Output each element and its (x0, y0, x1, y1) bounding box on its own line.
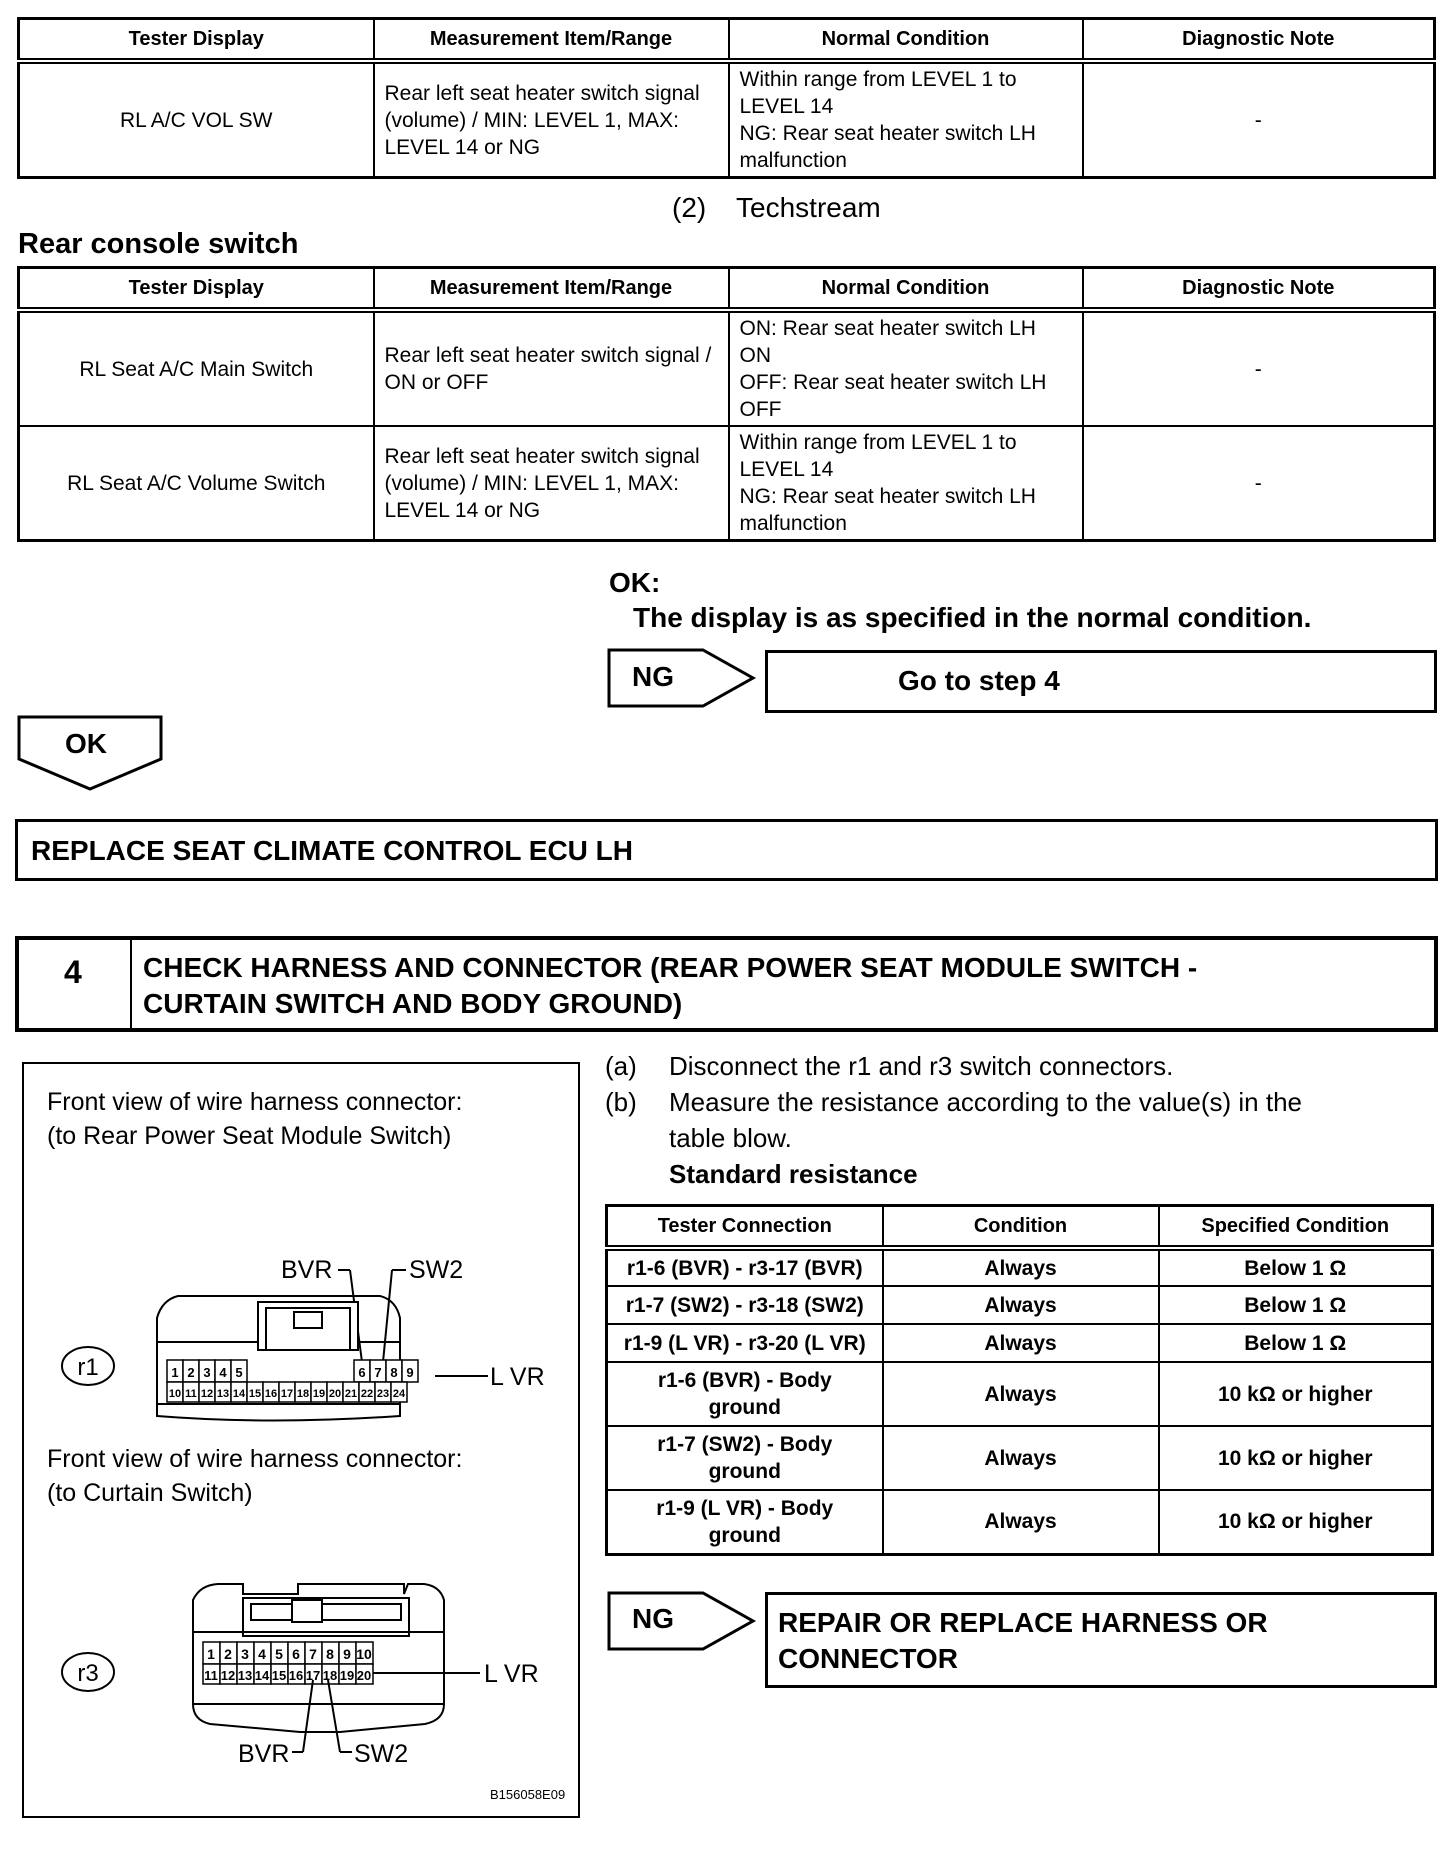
normal-line: Within range from LEVEL 1 to LEVEL 14 (739, 68, 1017, 118)
r3-connector-diagram (40, 1580, 560, 1780)
svg-text:14: 14 (254, 1668, 270, 1683)
svg-text:16: 16 (288, 1668, 304, 1683)
ok-tag-label: OK (65, 728, 107, 759)
step-number: 4 (64, 954, 82, 990)
r3-lvr-label: L VR (484, 1660, 539, 1688)
svg-text:10: 10 (356, 1646, 372, 1662)
table-row (19, 426, 1435, 541)
repair-harness-box[interactable] (765, 1592, 1437, 1688)
step-title-line: CHECK HARNESS AND CONNECTOR (REAR POWER SEAT MODULE SWITCH - (143, 952, 1198, 983)
replace-ecu-box[interactable] (15, 819, 1438, 881)
ng-arrow-tag-2 (607, 1591, 757, 1651)
step-a-text: Disconnect the r1 and r3 switch connectors. (669, 1051, 1174, 1081)
repair-harness-label (778, 1605, 1268, 1677)
tester-table-top (17, 17, 1436, 179)
standard-resistance-table (605, 1204, 1434, 1556)
connection-cell: r1-6 (BVR) - r3-17 (BVR) (607, 1248, 883, 1286)
r1-sw2-label: SW2 (409, 1256, 464, 1284)
tester-display-cell: RL Seat A/C Volume Switch (19, 426, 374, 541)
step-b-label: (b) (605, 1087, 637, 1117)
svg-text:21: 21 (344, 1388, 358, 1400)
ok-label: OK: (609, 567, 661, 598)
table-row (607, 1324, 1433, 1362)
svg-text:13: 13 (216, 1388, 230, 1400)
svg-text:12: 12 (200, 1388, 214, 1400)
rear-console-table (17, 266, 1436, 542)
step-b-text: Measure the resistance according to the value(s) in the (669, 1087, 1303, 1117)
svg-text:8: 8 (326, 1646, 334, 1662)
measurement-cell: Rear left seat heater switch signal / ON or OFF (374, 310, 729, 426)
svg-text:3: 3 (203, 1365, 211, 1380)
svg-text:12: 12 (220, 1668, 236, 1683)
header-diagnostic-note: Diagnostic Note (1083, 268, 1435, 311)
caption-line: Front view of wire harness connector: (47, 1088, 463, 1116)
condition-cell: Always (883, 1248, 1159, 1286)
svg-text:2: 2 (187, 1365, 195, 1380)
header-tester-connection: Tester Connection (607, 1206, 883, 1249)
ok-condition-text: The display is as specified in the normal condition. (633, 602, 1312, 633)
spec-cell: Below 1 Ω (1159, 1286, 1433, 1324)
r3-caption (47, 1442, 462, 1510)
svg-text:1: 1 (207, 1646, 215, 1662)
connection-cell: r1-9 (L VR) - Body ground (607, 1490, 883, 1554)
table-row (607, 1248, 1433, 1286)
r3-bvr-label: BVR (238, 1740, 290, 1768)
svg-text:23: 23 (376, 1388, 390, 1400)
spec-cell: Below 1 Ω (1159, 1248, 1433, 1286)
svg-text:7: 7 (309, 1646, 317, 1662)
svg-text:18: 18 (322, 1668, 338, 1683)
step-divider (130, 940, 132, 1028)
table-row (607, 1286, 1433, 1324)
table-row (607, 1362, 1433, 1426)
normal-line: OFF: Rear seat heater switch LH OFF (739, 371, 1047, 421)
spec-cell: Below 1 Ω (1159, 1324, 1433, 1362)
replace-ecu-label: REPLACE SEAT CLIMATE CONTROL ECU LH (31, 835, 633, 866)
ng-tag-label: NG (632, 661, 674, 692)
diagnostic-note-cell: - (1083, 61, 1435, 178)
condition-cell: Always (883, 1426, 1159, 1490)
rear-console-title: Rear console switch (18, 228, 299, 260)
header-diagnostic-note: Diagnostic Note (1083, 19, 1435, 62)
caption-line: (to Curtain Switch) (47, 1479, 253, 1507)
header-measurement: Measurement Item/Range (374, 268, 729, 311)
r1-label: r1 (77, 1354, 99, 1381)
table-row (19, 310, 1435, 426)
techstream-label: Techstream (736, 192, 881, 223)
normal-condition-cell (729, 310, 1083, 426)
r1-connector-diagram (40, 1250, 560, 1430)
svg-text:1: 1 (171, 1365, 179, 1380)
svg-text:11: 11 (204, 1668, 218, 1683)
svg-text:8: 8 (390, 1365, 398, 1380)
connection-cell: r1-7 (SW2) - r3-18 (SW2) (607, 1286, 883, 1324)
svg-text:22: 22 (360, 1388, 374, 1400)
r1-bvr-label: BVR (281, 1256, 333, 1284)
svg-text:24: 24 (392, 1388, 406, 1400)
svg-text:4: 4 (219, 1365, 227, 1380)
svg-text:3: 3 (241, 1646, 249, 1662)
tester-display-cell: RL A/C VOL SW (19, 61, 374, 178)
header-tester-display: Tester Display (19, 19, 374, 62)
header-tester-display: Tester Display (19, 268, 374, 311)
step-a (605, 1048, 1302, 1084)
connection-cell: r1-9 (L VR) - r3-20 (L VR) (607, 1324, 883, 1362)
measurement-cell: Rear left seat heater switch signal (volume) / MIN: LEVEL 1, MAX: LEVEL 14 or NG (374, 426, 729, 541)
header-condition: Condition (883, 1206, 1159, 1249)
svg-text:16: 16 (264, 1388, 278, 1400)
step-title (143, 950, 1197, 1022)
tester-display-cell: RL Seat A/C Main Switch (19, 310, 374, 426)
svg-text:5: 5 (235, 1365, 243, 1380)
normal-line: NG: Rear seat heater switch LH malfunction (739, 122, 1036, 172)
spec-cell: 10 kΩ or higher (1159, 1490, 1433, 1554)
spec-cell: 10 kΩ or higher (1159, 1362, 1433, 1426)
table-row (19, 61, 1435, 178)
svg-text:7: 7 (374, 1365, 382, 1380)
svg-text:14: 14 (232, 1388, 246, 1400)
techstream-heading (672, 192, 881, 224)
svg-text:19: 19 (312, 1388, 326, 1400)
table-row (607, 1490, 1433, 1554)
procedure-steps (605, 1048, 1302, 1192)
r1-lvr-label: L VR (490, 1363, 545, 1391)
repair-line: CONNECTOR (778, 1643, 958, 1674)
svg-text:9: 9 (343, 1646, 351, 1662)
caption-line: (to Rear Power Seat Module Switch) (47, 1122, 452, 1150)
svg-text:20: 20 (328, 1388, 342, 1400)
normal-condition-cell (729, 61, 1083, 178)
diagnostic-note-cell: - (1083, 426, 1435, 541)
ng-arrow-tag (607, 648, 757, 708)
r3-label: r3 (77, 1660, 99, 1687)
svg-text:5: 5 (275, 1646, 283, 1662)
techstream-num: (2) (672, 192, 707, 223)
normal-condition-cell (729, 426, 1083, 541)
r1-caption (47, 1085, 462, 1153)
svg-text:17: 17 (280, 1388, 294, 1400)
r1-pin-grid (167, 1360, 418, 1402)
condition-cell: Always (883, 1362, 1159, 1426)
svg-text:4: 4 (258, 1646, 266, 1662)
svg-text:20: 20 (356, 1668, 372, 1683)
svg-text:15: 15 (248, 1388, 262, 1400)
header-measurement: Measurement Item/Range (374, 19, 729, 62)
condition-cell: Always (883, 1286, 1159, 1324)
connection-cell: r1-6 (BVR) - Body ground (607, 1362, 883, 1426)
svg-text:19: 19 (339, 1668, 355, 1683)
repair-line: REPAIR OR REPLACE HARNESS OR (778, 1607, 1268, 1638)
figure-id: B156058E09 (490, 1787, 566, 1802)
svg-text:13: 13 (237, 1668, 253, 1683)
header-normal-condition: Normal Condition (729, 19, 1083, 62)
condition-cell: Always (883, 1490, 1159, 1554)
step-a-label: (a) (605, 1051, 637, 1081)
standard-resistance-title: Standard resistance (669, 1159, 918, 1189)
svg-text:6: 6 (292, 1646, 300, 1662)
diagnostic-note-cell: - (1083, 310, 1435, 426)
step-title-line: CURTAIN SWITCH AND BODY GROUND) (143, 988, 683, 1019)
svg-text:2: 2 (224, 1646, 232, 1662)
header-normal-condition: Normal Condition (729, 268, 1083, 311)
svg-text:9: 9 (406, 1365, 414, 1380)
step-4-header (15, 936, 1438, 1032)
ng-tag-label-2: NG (632, 1603, 674, 1634)
normal-line: ON: Rear seat heater switch LH ON (739, 317, 1036, 367)
r3-sw2-label: SW2 (354, 1740, 409, 1768)
step-b (605, 1084, 1302, 1120)
svg-text:11: 11 (185, 1388, 197, 1400)
go-to-step-4-box[interactable] (765, 650, 1437, 713)
normal-line: NG: Rear seat heater switch LH malfunction (739, 485, 1036, 535)
svg-text:18: 18 (296, 1388, 310, 1400)
svg-text:6: 6 (358, 1365, 366, 1380)
caption-line: Front view of wire harness connector: (47, 1445, 463, 1473)
normal-line: Within range from LEVEL 1 to LEVEL 14 (739, 431, 1017, 481)
step-b-text-cont: table blow. (669, 1123, 792, 1153)
svg-text:10: 10 (168, 1388, 182, 1400)
measurement-cell: Rear left seat heater switch signal (volume) / MIN: LEVEL 1, MAX: LEVEL 14 or NG (374, 61, 729, 178)
condition-cell: Always (883, 1324, 1159, 1362)
svg-text:17: 17 (305, 1668, 321, 1683)
spec-cell: 10 kΩ or higher (1159, 1426, 1433, 1490)
header-specified-condition: Specified Condition (1159, 1206, 1433, 1249)
svg-text:15: 15 (271, 1668, 287, 1683)
table-row (607, 1426, 1433, 1490)
connection-cell: r1-7 (SW2) - Body ground (607, 1426, 883, 1490)
go-to-step-4-label: Go to step 4 (898, 665, 1060, 696)
